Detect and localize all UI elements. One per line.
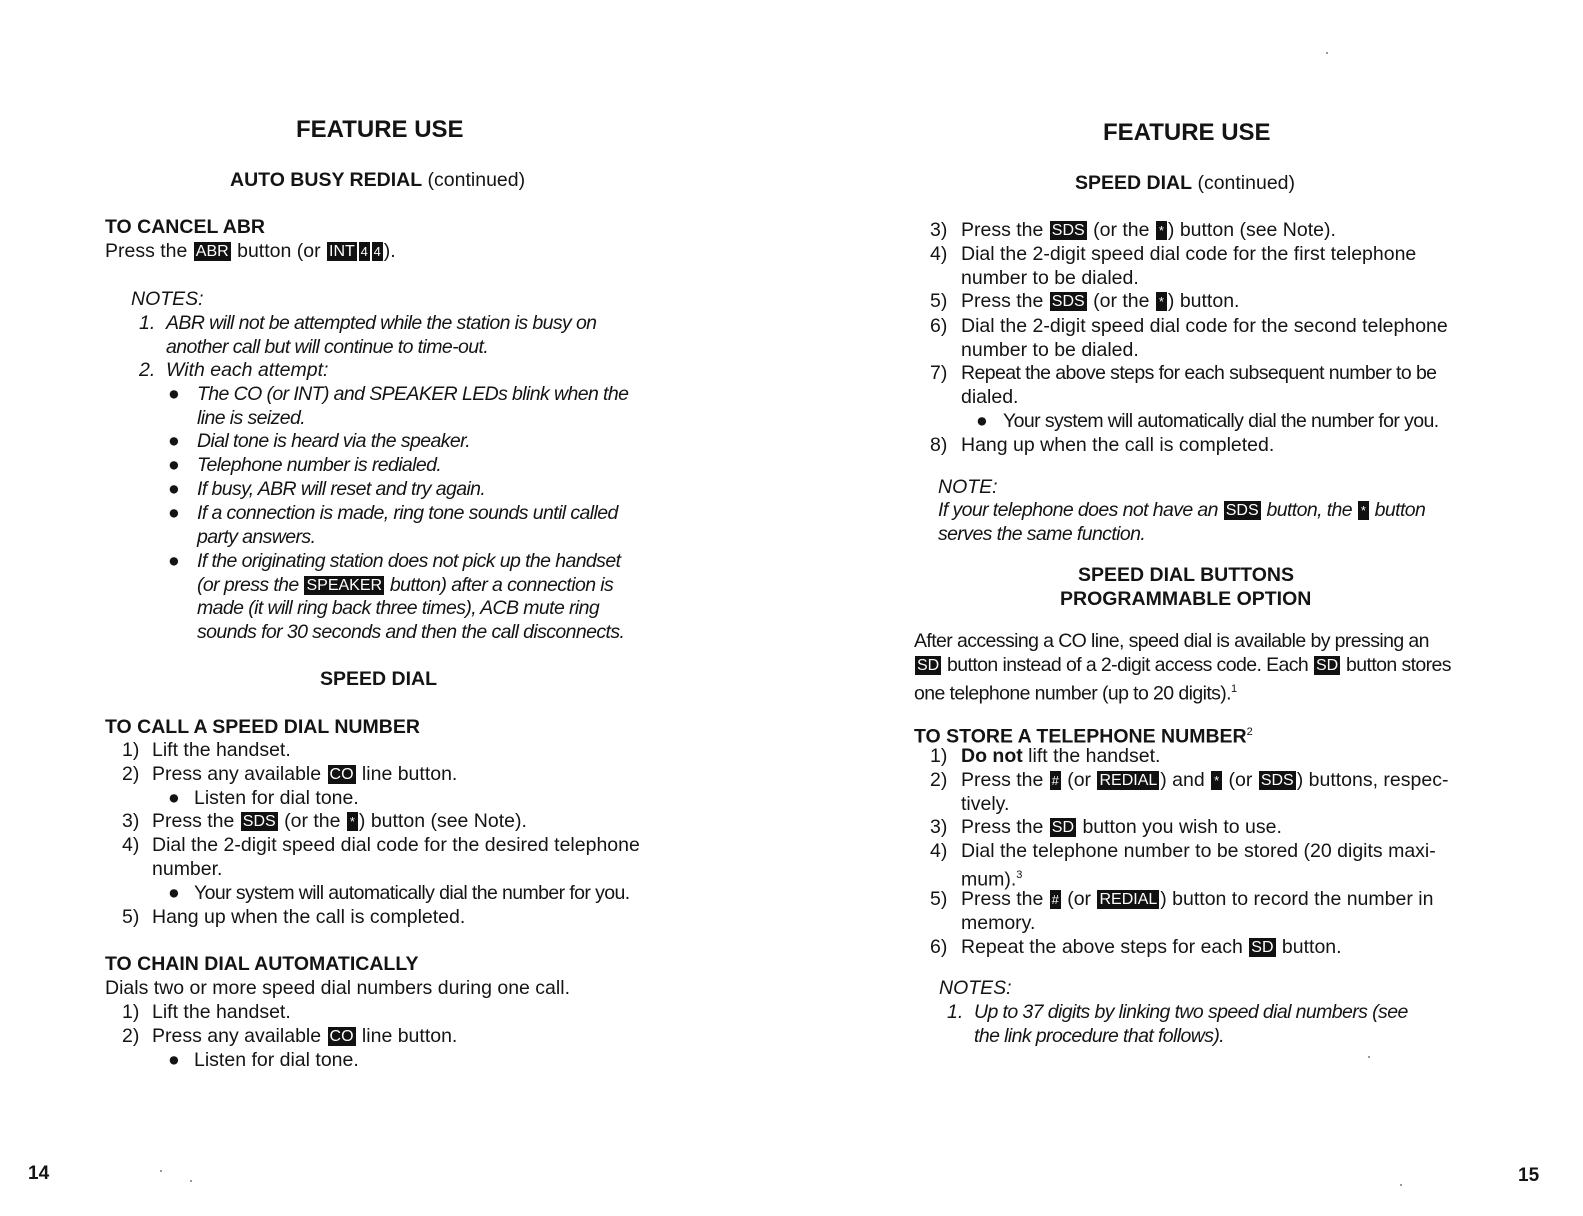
page-number: 15 [1518, 1165, 1540, 1186]
step-number: 2) [122, 763, 140, 785]
step-text: Press the SD button you wish to use. [961, 816, 1282, 838]
bullet-icon: ● [976, 410, 988, 432]
programmable-option-title: PROGRAMMABLE OPTION [1060, 588, 1312, 610]
chain-dial-heading: TO CHAIN DIAL AUTOMATICALLY [105, 953, 419, 975]
note-text: the link procedure that follows). [974, 1025, 1225, 1047]
step-text: Repeat the above steps for each SD button. [961, 936, 1342, 958]
sds-key: SDS [1051, 293, 1085, 310]
bullet-text: Telephone number is redialed. [197, 454, 442, 476]
bullet-text: Listen for dial tone. [194, 1049, 359, 1071]
step-text: number to be dialed. [961, 267, 1139, 289]
step-text: Dial the 2-digit speed dial code for the second telephone [961, 315, 1448, 337]
step-number: 3) [122, 810, 140, 832]
step-text: number to be dialed. [961, 339, 1139, 361]
bullet-icon: ● [168, 882, 180, 904]
step-text: Press any available CO line button. [152, 763, 458, 785]
step-text: Press the # (or REDIAL ) and * (or SDS ) buttons, respec- [961, 769, 1449, 791]
step-number: 3) [930, 219, 948, 241]
note-number: 1. [139, 312, 156, 334]
sd-key: SD [1251, 939, 1274, 956]
star-key: * [1156, 221, 1167, 240]
step-text: Press any available CO line button. [152, 1025, 458, 1047]
step-number: 8) [930, 434, 948, 456]
sds-key: SDS [1051, 222, 1085, 239]
bullet-text: Your system will automatically dial the number for you. [1003, 410, 1439, 432]
bullet-icon: ● [168, 430, 180, 452]
step-number: 3) [930, 816, 948, 838]
page-number: 14 [28, 1163, 50, 1184]
note-text: ABR will not be attempted while the station is busy on [166, 312, 597, 334]
bullet-text: made (it will ring back three times), ACB mute ring [197, 597, 600, 619]
abr-key: ABR [195, 243, 229, 260]
right-page [790, 0, 1583, 1216]
note-text: With each attempt: [166, 359, 329, 381]
digit-key: 4 [373, 244, 381, 259]
co-key: CO [329, 1028, 354, 1045]
cancel-abr-heading: TO CANCEL ABR [105, 216, 265, 238]
co-key: CO [329, 766, 354, 783]
paragraph-line: one telephone number (up to 20 digits).$^1$ [914, 682, 1237, 705]
right-section-title: SPEED DIAL (continued) [1075, 172, 1296, 194]
bullet-text: If a connection is made, ring tone sounds until called [197, 502, 618, 524]
step-text: Press the SDS (or the * ) button. [961, 290, 1240, 312]
step-text: Hang up when the call is completed. [961, 434, 1275, 456]
pound-key: # [1051, 773, 1059, 788]
step-text: Press the # (or REDIAL ) button to record the number in [961, 888, 1434, 910]
left-page [0, 0, 790, 1216]
bullet-icon: ● [168, 550, 180, 572]
sds-key: SDS [242, 813, 276, 830]
step-text: mum).$^3$ [961, 868, 1023, 891]
sd-key: SD [1051, 819, 1075, 836]
int-key: INT [329, 243, 355, 260]
bullet-text: If busy, ABR will reset and try again. [197, 478, 486, 500]
step-number: 5) [930, 290, 948, 312]
bullet-icon: ● [168, 787, 180, 809]
bullet-text: sounds for 30 seconds and then the call disconnects. [197, 621, 625, 643]
bullet-icon: ● [168, 454, 180, 476]
right-page-title: FEATURE USE [1103, 119, 1271, 146]
footnote-ref: 3 [1016, 869, 1023, 881]
step-number: 4) [930, 243, 948, 265]
step-text: dialed. [961, 386, 1019, 408]
bullet-text: (or press the SPEAKER button) after a connection is [197, 574, 614, 596]
step-text: Lift the handset. [152, 739, 291, 761]
store-number-heading: TO STORE A TELEPHONE NUMBER$^2$ [914, 725, 1253, 748]
bullet-text: party answers. [197, 526, 316, 548]
bullet-icon: ● [168, 1049, 180, 1071]
bullet-text: Listen for dial tone. [194, 787, 359, 809]
paragraph-line: SD button instead of a 2-digit access code. Each SD button stores [917, 654, 1451, 676]
bullet-icon: ● [168, 502, 180, 524]
step-text: memory. [961, 912, 1036, 934]
paragraph-line: After accessing a CO line, speed dial is available by pressing an [914, 630, 1429, 652]
note-text: another call but will continue to time-out. [166, 336, 489, 358]
step-number: 5) [930, 888, 948, 910]
star-key: * [1358, 501, 1369, 520]
bullet-text: The CO (or INT) and SPEAKER LEDs blink when the [197, 383, 629, 405]
bullet-text: line is seized. [197, 407, 306, 429]
step-number: 2) [122, 1025, 140, 1047]
step-number: 2) [930, 769, 948, 791]
speed-dial-buttons-title: SPEED DIAL BUTTONS [1078, 564, 1294, 586]
sd-key: SD [1315, 657, 1339, 674]
bullet-text: Dial tone is heard via the speaker. [197, 430, 471, 452]
star-key: * [1156, 292, 1167, 311]
note-text: serves the same function. [938, 523, 1146, 545]
left-page-title: FEATURE USE [296, 116, 464, 143]
redial-key: REDIAL [1099, 891, 1158, 908]
step-text: Hang up when the call is completed. [152, 906, 466, 928]
step-number: 4) [122, 834, 140, 856]
bullet-icon: ● [168, 478, 180, 500]
footnote-ref: 2 [1246, 726, 1253, 738]
step-text: Press the SDS (or the * ) button (see Note). [961, 219, 1336, 241]
step-text: Do not lift the handset. [961, 745, 1161, 767]
step-text: Dial the 2-digit speed dial code for the desired telephone [152, 834, 640, 856]
call-speed-dial-heading: TO CALL A SPEED DIAL NUMBER [105, 716, 420, 738]
note-label: NOTE: [938, 476, 998, 498]
step-number: 1) [930, 745, 948, 767]
note-number: 1. [947, 1001, 964, 1023]
notes-label: NOTES: [939, 977, 1012, 999]
sds-key: SDS [1260, 772, 1294, 789]
step-text: Press the SDS (or the * ) button (see Note). [152, 810, 527, 832]
note-number: 2. [139, 359, 156, 381]
sd-key: SD [917, 657, 940, 674]
digit-key: 4 [360, 244, 368, 259]
step-text: Repeat the above steps for each subsequent number to be [961, 362, 1437, 384]
speaker-key: SPEAKER [306, 577, 383, 594]
step-text: Dial the telephone number to be stored (20 digits maxi- [961, 840, 1436, 862]
step-text: Dial the 2-digit speed dial code for the first telephone [961, 243, 1417, 265]
bullet-icon: ● [168, 383, 180, 405]
pound-key: # [1051, 892, 1059, 907]
note-text: Up to 37 digits by linking two speed dial numbers (see [974, 1001, 1408, 1023]
step-number: 6) [930, 315, 948, 337]
redial-key: REDIAL [1099, 772, 1158, 789]
star-key: * [1211, 771, 1222, 790]
note-text: If your telephone does not have an SDS button, the * button [938, 499, 1426, 521]
step-number: 1) [122, 1001, 140, 1023]
sds-key: SDS [1225, 502, 1259, 519]
bullet-text: If the originating station does not pick up the handset [197, 550, 621, 572]
speed-dial-title: SPEED DIAL [320, 668, 438, 690]
step-number: 7) [930, 362, 948, 384]
bullet-text: Your system will automatically dial the number for you. [194, 882, 630, 904]
step-number: 1) [122, 739, 140, 761]
footnote-ref: 1 [1231, 683, 1237, 695]
step-text: tively. [961, 793, 1010, 815]
notes-label: NOTES: [131, 288, 204, 310]
step-number: 6) [930, 936, 948, 958]
step-number: 5) [122, 906, 140, 928]
step-number: 4) [930, 840, 948, 862]
star-key: * [347, 812, 358, 831]
cancel-abr-text: Press the ABR button (or INT 4 4 ). [105, 240, 396, 262]
step-text: number. [152, 858, 223, 880]
chain-dial-intro: Dials two or more speed dial numbers during one call. [105, 977, 570, 999]
step-text: Lift the handset. [152, 1001, 291, 1023]
left-section-title: AUTO BUSY REDIAL (continued) [230, 169, 526, 191]
